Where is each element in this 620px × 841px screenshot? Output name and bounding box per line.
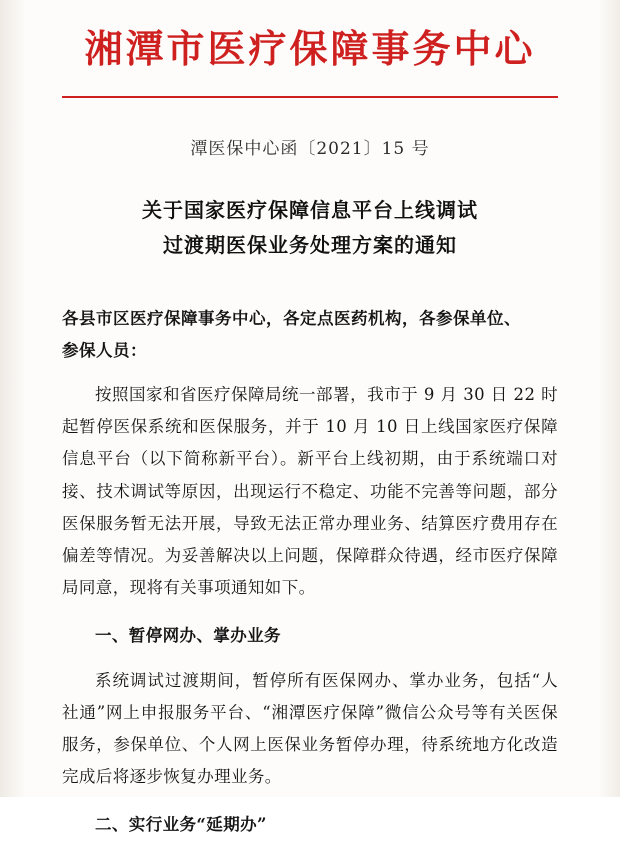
salutation-line-1: 各县市区医疗保障事务中心，各定点医药机构，各参保单位、 (62, 308, 521, 328)
document-title (62, 193, 558, 263)
letterhead-divider (62, 96, 558, 98)
salutation-line-2: 参保人员： (62, 340, 147, 360)
salutation (62, 303, 558, 367)
letterhead-title: 湘潭市医疗保障事务中心 (84, 26, 536, 71)
document-number: 潭医保中心函〔2021〕15 号 (190, 138, 430, 159)
section-1-paragraph: 系统调试过渡期间，暂停所有医保网办、掌办业务，包括“人社通”网上申报服务平台、“湘潭医疗保障”微信公众号等有关医保服务，参保单位、个人网上医保业务暂停办理，待系统地方化改造完成后将逐步恢复办理业务。 (62, 670, 558, 787)
body-paragraph: 按照国家和省医疗保障局统一部署，我市于 9 月 30 日 22 时起暂停医保系统和医保服务，并于 10 月 10 日上线国家医疗保障信息平台（以下简称新平台）。新平台上线初期，由于系统端口对接、技术调试等原因，出现运行不稳定、功能不完善等问题，部分医保服务暂无法开展，导致无法正常办理业务、结算医疗费用存在偏差等情况。为妥善解决以上问题，保障群众待遇，经市医疗保障局同意，现将有关事项通知如下。 (62, 385, 558, 598)
section-heading-1: 一、暂停网办、掌办业务 (95, 626, 281, 646)
document-title-line-1: 关于国家医疗保障信息平台上线调试 (142, 197, 478, 222)
section-heading-2: 二、实行业务“延期办” (95, 815, 267, 835)
document-title-line-2: 过渡期医保业务处理方案的通知 (163, 232, 457, 257)
